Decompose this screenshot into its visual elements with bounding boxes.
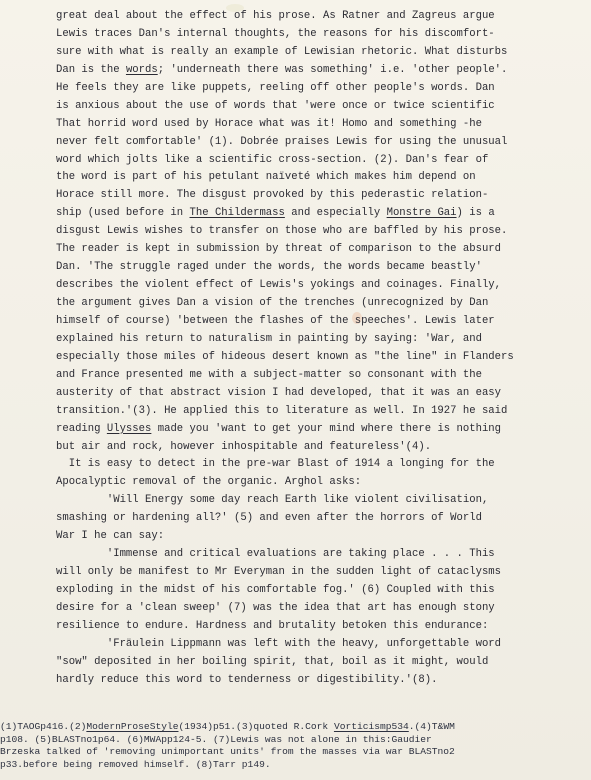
text-line [56, 403, 568, 421]
text-run: That horrid word used by Horace what was it! Homo and something -he [56, 117, 482, 130]
footnote-line [0, 759, 591, 772]
text-line [56, 26, 568, 44]
text-run: smashing or hardening all?' (5) and even after the horrors of World [56, 512, 482, 525]
text-line [56, 456, 568, 474]
text-run: Dan is the [56, 63, 126, 76]
text-run: the word is part of his petulant naïveté which makes him depend on [56, 171, 476, 184]
underlined-title: Vorticismp534 [333, 721, 409, 732]
text-line [56, 8, 568, 26]
text-run: "sow" deposited in her boiling spirit, that, boil as it might, would [56, 655, 489, 668]
text-run: Apocalyptic removal of the organic. Arghol asks: [56, 476, 362, 489]
text-run: and France presented me with a subject-matter so consonant with the [56, 368, 482, 381]
text-run: ; 'underneath there was something' i.e. 'other people'. [157, 63, 508, 76]
text-line [56, 295, 568, 313]
text-run: p108. (5)BLASTno1p64. (6)MWApp124-5. (7)Lewis was not alone in this:Gaudier [0, 733, 432, 745]
text-line [56, 654, 568, 672]
text-line [56, 331, 568, 349]
body-text [56, 8, 568, 690]
text-run: never felt comfortable' (1). Dobrée praises Lewis for using the unusual [56, 135, 508, 148]
text-line [56, 510, 568, 528]
text-run: ) is a [456, 207, 495, 220]
text-run: himself of course) 'between the flashes of the speeches'. Lewis later [56, 314, 495, 327]
text-line [56, 636, 568, 654]
text-line [56, 187, 568, 205]
text-line [56, 672, 568, 690]
text-run: 'Immense and critical evaluations are taking place . . . This [56, 548, 495, 561]
text-run: Horace still more. The disgust provoked by this pederastic relation- [56, 189, 489, 202]
text-run: ship (used before in [56, 207, 190, 220]
text-line [56, 528, 568, 546]
footnote-line [0, 746, 591, 759]
text-line [56, 152, 568, 170]
text-run: but air and rock, however inhospitable and featureless'(4). [56, 440, 432, 453]
text-line [56, 277, 568, 295]
text-run: disgust Lewis wishes to transfer on those who are baffled by his prose. [56, 225, 508, 238]
text-line [56, 492, 568, 510]
text-line [56, 421, 568, 439]
underlined-title: The Childermass [189, 207, 285, 220]
text-run: will only be manifest to Mr Everyman in the sudden light of cataclysms [56, 566, 502, 579]
text-line [56, 600, 568, 618]
text-run: Lewis traces Dan's internal thoughts, the reasons for his discomfort- [56, 27, 495, 40]
text-line [56, 134, 568, 152]
text-line [56, 349, 568, 367]
text-line [56, 259, 568, 277]
footnote-line [0, 734, 591, 747]
text-line [56, 564, 568, 582]
text-run: explained his return to naturalism in painting by saying: 'War, and [56, 332, 482, 345]
text-run: War I he can say: [56, 530, 165, 543]
underlined-title: ModernProseStyle [86, 721, 179, 732]
text-line [56, 205, 568, 223]
text-run: .(4)T&WM [408, 721, 455, 732]
text-line [56, 546, 568, 564]
footnote-line [0, 721, 591, 734]
text-run: p33.before being removed himself. (8)Tarr p149. [0, 758, 271, 770]
text-line [56, 62, 568, 80]
text-run: especially those miles of hideous desert known as "the line" in Flanders [56, 350, 514, 363]
text-run: word which jolts like a scientific cross-section. (2). Dan's fear of [56, 153, 489, 166]
text-line [56, 44, 568, 62]
text-run: exploding in the midst of his comfortable fog.' (6) Coupled with this [56, 584, 495, 596]
text-line [56, 169, 568, 187]
text-run: desire for a 'clean sweep' (7) was the idea that art has enough stony [56, 601, 495, 614]
text-run: 'Will Energy some day reach Earth like violent civilisation, [56, 494, 489, 507]
text-line [56, 98, 568, 116]
text-line [56, 116, 568, 134]
text-line [56, 385, 568, 403]
text-run: great deal about the effect of his prose. As Ratner and Zagreus argue [56, 10, 495, 22]
underlined-title: Monstre Gai [386, 207, 457, 220]
text-line [56, 80, 568, 98]
text-line [56, 582, 568, 600]
text-run: 'Fräulein Lippmann was left with the heavy, unforgettable word [56, 637, 502, 650]
text-line [56, 223, 568, 241]
text-run: It is easy to detect in the pre-war Blast of 1914 a longing for the [56, 458, 495, 471]
text-run: describes the violent effect of Lewis's yokings and coinages. Finally, [56, 279, 502, 292]
text-run: reading [56, 422, 107, 435]
text-run: sure with what is really an example of Lewisian rhetoric. What disturbs [56, 45, 508, 58]
text-run: transition.'(3). He applied this to literature as well. In 1927 he said [56, 404, 508, 417]
text-line [56, 313, 568, 331]
text-run: the argument gives Dan a vision of the trenches (unrecognized by Dan [56, 297, 489, 309]
text-run: He feels they are like puppets, reeling off other people's words. Dan [56, 81, 495, 94]
text-run: resilience to endure. Hardness and brutality betoken this endurance: [56, 619, 489, 632]
text-line [56, 241, 568, 259]
text-run: austerity of that abstract vision I had developed, that it was an easy [56, 386, 502, 399]
text-line [56, 367, 568, 385]
text-run: Dan. 'The struggle raged under the words, the words became beastly' [56, 261, 482, 274]
underlined-title: words [125, 63, 158, 76]
text-line [56, 618, 568, 636]
text-run: (1934)p51.(3)quoted R.Cork [178, 721, 334, 732]
text-run: and especially [284, 207, 387, 220]
text-run: hardly reduce this word to tenderness or digestibility.'(8). [56, 673, 438, 686]
text-line [56, 439, 568, 457]
text-line [56, 474, 568, 492]
text-run: is anxious about the use of words that 'were once or twice scientific [56, 99, 495, 112]
text-run: Brzeska talked of 'removing unimportant units' from the masses via war BLASTno2 [0, 746, 455, 758]
text-run: The reader is kept in submission by threat of comparison to the absurd [56, 243, 502, 256]
text-run: (1)TAOGp416.(2) [0, 721, 87, 732]
text-run: made you 'want to get your mind where there is nothing [151, 422, 502, 435]
underlined-title: Ulysses [106, 422, 152, 435]
footnotes [0, 721, 591, 771]
